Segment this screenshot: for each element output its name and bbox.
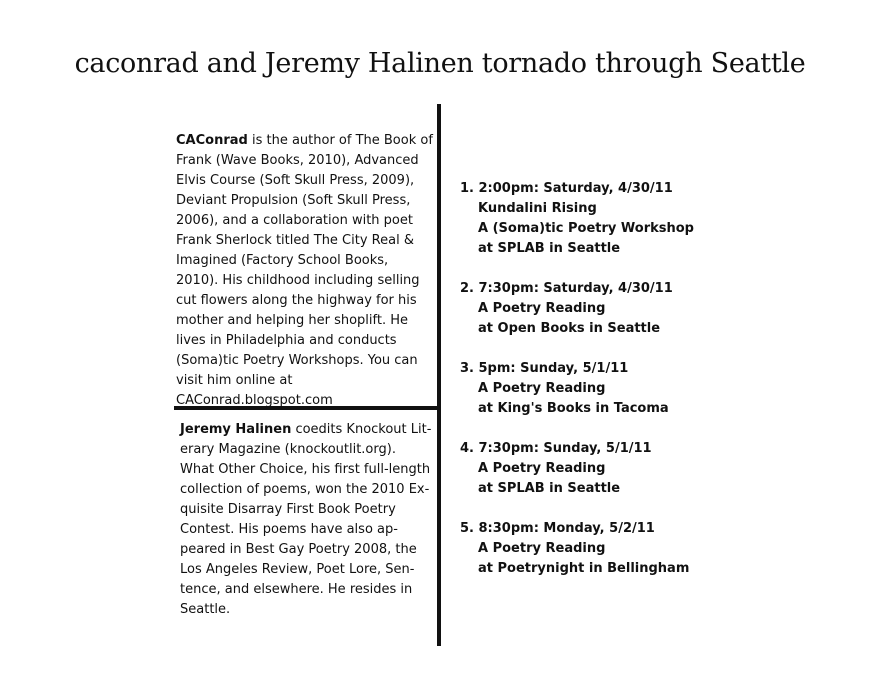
event-datetime: 5. 8:30pm: Monday, 5/2/11 <box>460 521 655 536</box>
page-title: caconrad and Jeremy Halinen tornado through Seattle <box>74 48 806 79</box>
conrad-bio <box>176 131 438 411</box>
bio-line: CAConrad.blogspot.com <box>176 393 333 408</box>
event-datetime: 3. 5pm: Sunday, 5/1/11 <box>460 361 629 376</box>
bio-line: Seattle. <box>180 602 231 617</box>
bio-line: Frank Sherlock titled The City Real & <box>176 233 414 248</box>
halinen-bio <box>180 420 438 620</box>
event-item <box>460 359 694 419</box>
bio-line: 2006), and a collaboration with poet <box>176 213 413 228</box>
bio-line: Jeremy Halinen coedits Knockout Lit- <box>180 422 432 437</box>
bio-line: Frank (Wave Books, 2010), Advanced <box>176 153 419 168</box>
bio-line: collection of poems, won the 2010 Ex- <box>180 482 430 497</box>
event-venue: at Open Books in Seattle <box>478 321 661 336</box>
bio-line: Los Angeles Review, Poet Lore, Sen- <box>180 562 415 577</box>
event-datetime: 4. 7:30pm: Sunday, 5/1/11 <box>460 441 652 456</box>
event-venue: at SPLAB in Seattle <box>478 241 621 256</box>
bio-line: peared in Best Gay Poetry 2008, the <box>180 542 417 557</box>
bio-line: erary Magazine (knockoutlit.org). <box>180 442 396 457</box>
event-datetime: 1. 2:00pm: Saturday, 4/30/11 <box>460 181 673 196</box>
event-item <box>460 179 694 259</box>
bio-line: mother and helping her shoplift. He <box>176 313 408 328</box>
event-title: Kundalini Rising <box>478 201 597 216</box>
event-title: A Poetry Reading <box>478 461 606 476</box>
event-subtitle: A (Soma)tic Poetry Workshop <box>478 221 694 236</box>
event-title: A Poetry Reading <box>478 541 606 556</box>
bio-line: tence, and elsewhere. He resides in <box>180 582 413 597</box>
bio-line: cut flowers along the highway for his <box>176 293 417 308</box>
bio-line: (Soma)tic Poetry Workshops. You can <box>176 353 418 368</box>
halinen-name: Jeremy Halinen <box>180 422 292 437</box>
bio-line: quisite Disarray First Book Poetry <box>180 502 396 517</box>
bio-line: 2010). His childhood including selling <box>176 273 420 288</box>
event-venue: at Poetrynight in Bellingham <box>478 561 690 576</box>
event-item <box>460 279 694 339</box>
bio-line: Deviant Propulsion (Soft Skull Press, <box>176 193 411 208</box>
event-venue: at King's Books in Tacoma <box>478 401 669 416</box>
bio-line: visit him online at <box>176 373 293 388</box>
bio-line: What Other Choice, his first full-length <box>180 462 431 477</box>
bio-line: Imagined (Factory School Books, <box>176 253 389 268</box>
event-title: A Poetry Reading <box>478 301 606 316</box>
event-item <box>460 519 694 579</box>
event-venue: at SPLAB in Seattle <box>478 481 621 496</box>
bio-line: Contest. His poems have also ap- <box>180 522 398 537</box>
conrad-name: CAConrad <box>176 133 248 148</box>
bio-line: Elvis Course (Soft Skull Press, 2009), <box>176 173 415 188</box>
event-title: A Poetry Reading <box>478 381 606 396</box>
bio-line: CAConrad is the author of The Book of <box>176 133 433 148</box>
bio-line: lives in Philadelphia and conducts <box>176 333 397 348</box>
event-list <box>460 179 694 599</box>
event-datetime: 2. 7:30pm: Saturday, 4/30/11 <box>460 281 673 296</box>
event-item <box>460 439 694 499</box>
